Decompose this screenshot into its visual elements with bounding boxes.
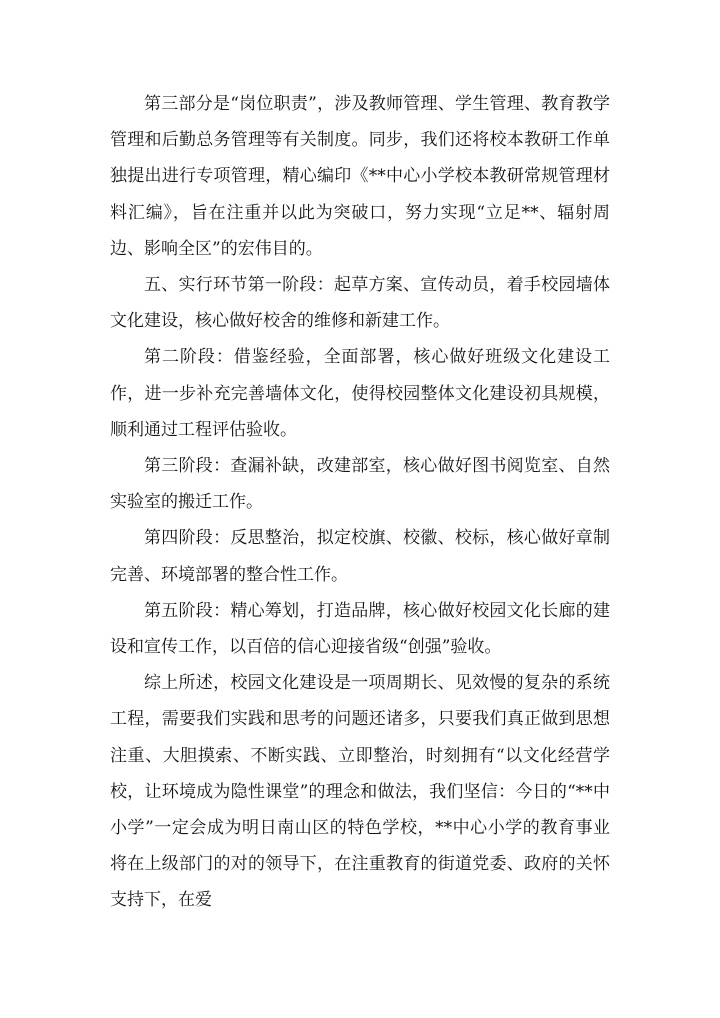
paragraph-stage-four: 第四阶段：反思整治，拟定校旗、校徽、校标，核心做好章制完善、环境部署的整合性工作。 — [110, 528, 610, 585]
paragraph-part-three: 第三部分是“岗位职责”，涉及教师管理、学生管理、教育教学管理和后勤总务管理等有关制度。同步，我们还将校本教研工作单独提出进行专项管理，精心编印《**中心小学校本教研常规管理材料汇编》，旨在注重并以此为突破口，努力实现“立足**、辐射周边、影响全区”的宏伟目的。 — [110, 94, 610, 259]
paragraph-summary: 综上所述，校园文化建设是一项周期长、见效慢的复杂的系统工程，需要我们实践和思考的问题还诸多，只要我们真正做到思想注重、大胆摸索、不断实践、立即整治，时刻拥有“以文化经营学校，让环境成为隐性课堂”的理念和做法，我们坚信：今日的“**中小学”一定会成为明日南山区的特色学校，**中心小学的教育事业将在上级部门的对的领导下，在注重教育的街道党委、政府的关怀支持下，在爱 — [110, 673, 610, 911]
document-body — [110, 86, 610, 919]
paragraph-stage-five: 第五阶段：精心筹划，打造品牌，核心做好校园文化长廊的建设和宣传工作，以百倍的信心迎接省级“创强”验收。 — [110, 600, 610, 658]
paragraph-stage-three: 第三阶段：查漏补缺，改建部室，核心做好图书阅览室、自然实验室的搬迁工作。 — [110, 456, 610, 513]
paragraph-stage-one: 五、实行环节第一阶段：起草方案、宣传动员，着手校园墙体文化建设，核心做好校舍的维修和新建工作。 — [110, 275, 610, 332]
paragraph-stage-two: 第二阶段：借鉴经验，全面部署，核心做好班级文化建设工作，进一步补充完善墙体文化，使得校园整体文化建设初具规模，顺利通过工程评估验收。 — [110, 347, 610, 440]
